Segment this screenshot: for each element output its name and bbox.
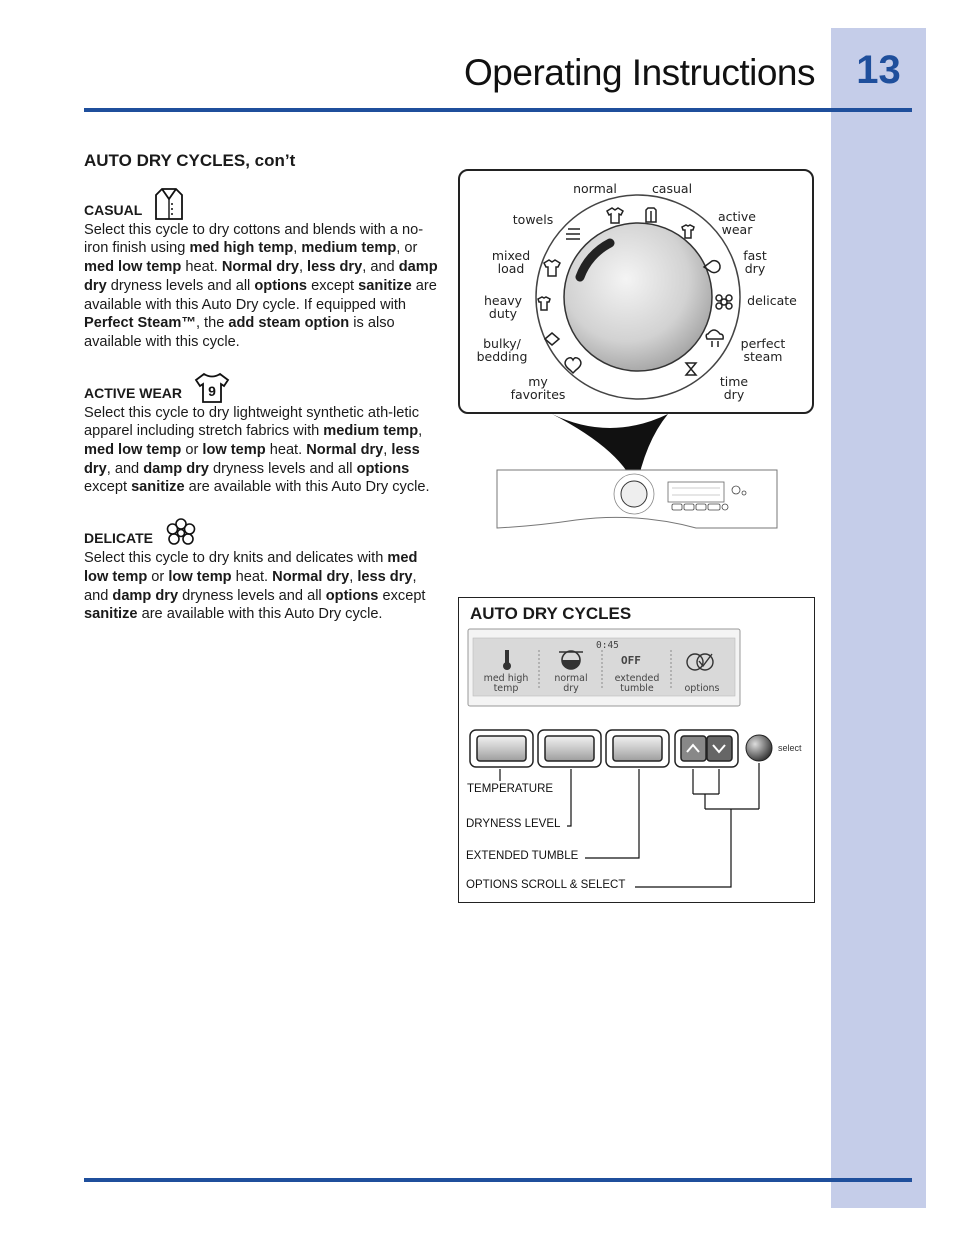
callout-options-scroll-select: OPTIONS SCROLL & SELECT bbox=[466, 879, 626, 891]
lcd-label-temperature: med high temp bbox=[483, 673, 529, 694]
dial-label-active-wear: active wear bbox=[718, 209, 756, 237]
cycle-heading-delicate bbox=[84, 517, 444, 549]
dial-label-mixed-load: mixed load bbox=[491, 248, 531, 276]
auto-dry-cycles-diagram bbox=[458, 597, 815, 903]
footer-rule bbox=[84, 1178, 912, 1182]
casual-shirt-icon bbox=[154, 187, 184, 221]
diagram-title: AUTO DRY CYCLES bbox=[470, 604, 632, 623]
dial-label-perfect-steam: perfect steam bbox=[740, 336, 786, 364]
dial-label-heavy-duty: heavy duty bbox=[483, 293, 523, 321]
dial-label-delicate: delicate bbox=[747, 293, 797, 308]
cycle-name: DELICATE bbox=[84, 530, 153, 547]
cycle-descriptions bbox=[84, 152, 444, 624]
dial-label-towels: towels bbox=[512, 212, 554, 227]
delicate-flower-icon bbox=[165, 517, 197, 549]
side-band bbox=[831, 28, 926, 1208]
lcd-label-dryness: normal dry bbox=[554, 673, 588, 694]
dial-label-fast-dry: fast dry bbox=[743, 248, 767, 276]
cycle-name: ACTIVE WEAR bbox=[84, 384, 182, 401]
callout-dryness-level: DRYNESS LEVEL bbox=[466, 818, 561, 830]
page-title: Operating Instructions bbox=[464, 52, 815, 93]
page-number: 13 bbox=[856, 48, 901, 92]
display-off: OFF bbox=[621, 654, 641, 667]
lcd-label-extended-tumble: extended tumble bbox=[614, 673, 660, 694]
callout-temperature: TEMPERATURE bbox=[467, 783, 554, 795]
display-time: 0:45 bbox=[596, 640, 619, 651]
control-panel-sketch bbox=[496, 468, 778, 530]
callout-extended-tumble: EXTENDED TUMBLE bbox=[466, 850, 579, 862]
active-wear-jersey-icon bbox=[194, 372, 230, 404]
dial-label-bulky-bedding: bulky/ bedding bbox=[476, 336, 528, 364]
dial-label-normal: normal bbox=[573, 181, 617, 196]
cycle-description: Select this cycle to dry lightweight synthetic ath-letic apparel including stretch fabrics with medium temp, med low temp or low temp heat. Normal dry, less dry, and damp dry dryness levels and all options except sanitize are available with this Auto Dry cycle. bbox=[84, 404, 430, 496]
cycle-heading-active-wear bbox=[84, 372, 444, 404]
dial-label-my-favorites: my favorites bbox=[510, 374, 566, 402]
select-label: select bbox=[778, 743, 802, 753]
cycle-description: Select this cycle to dry cottons and blends with a no-iron finish using med high temp, medium temp, or med low temp heat. Normal dry, less dry, and damp dry dryness levels and all options except sanitize are available with this Auto Dry cycle. If equipped with Perfect Steam™, the add steam option is also available with this cycle. bbox=[84, 221, 438, 350]
cycle-name: CASUAL bbox=[84, 202, 143, 218]
svg-text:9: 9 bbox=[208, 382, 216, 399]
dial-label-time-dry: time dry bbox=[719, 374, 749, 402]
dial-label-casual: casual bbox=[651, 181, 693, 196]
lcd-label-options: options bbox=[684, 683, 720, 694]
cycle-dial-diagram bbox=[458, 169, 814, 414]
cycle-description: Select this cycle to dry knits and delicates with med low temp or low temp heat. Normal dry, less dry, and damp dry dryness levels and all options except sanitize are available with this Auto Dry cycle. bbox=[84, 550, 426, 623]
section-title: AUTO DRY CYCLES, con’t bbox=[84, 151, 296, 170]
cycle-heading-casual bbox=[84, 187, 444, 221]
header-rule bbox=[84, 108, 912, 112]
